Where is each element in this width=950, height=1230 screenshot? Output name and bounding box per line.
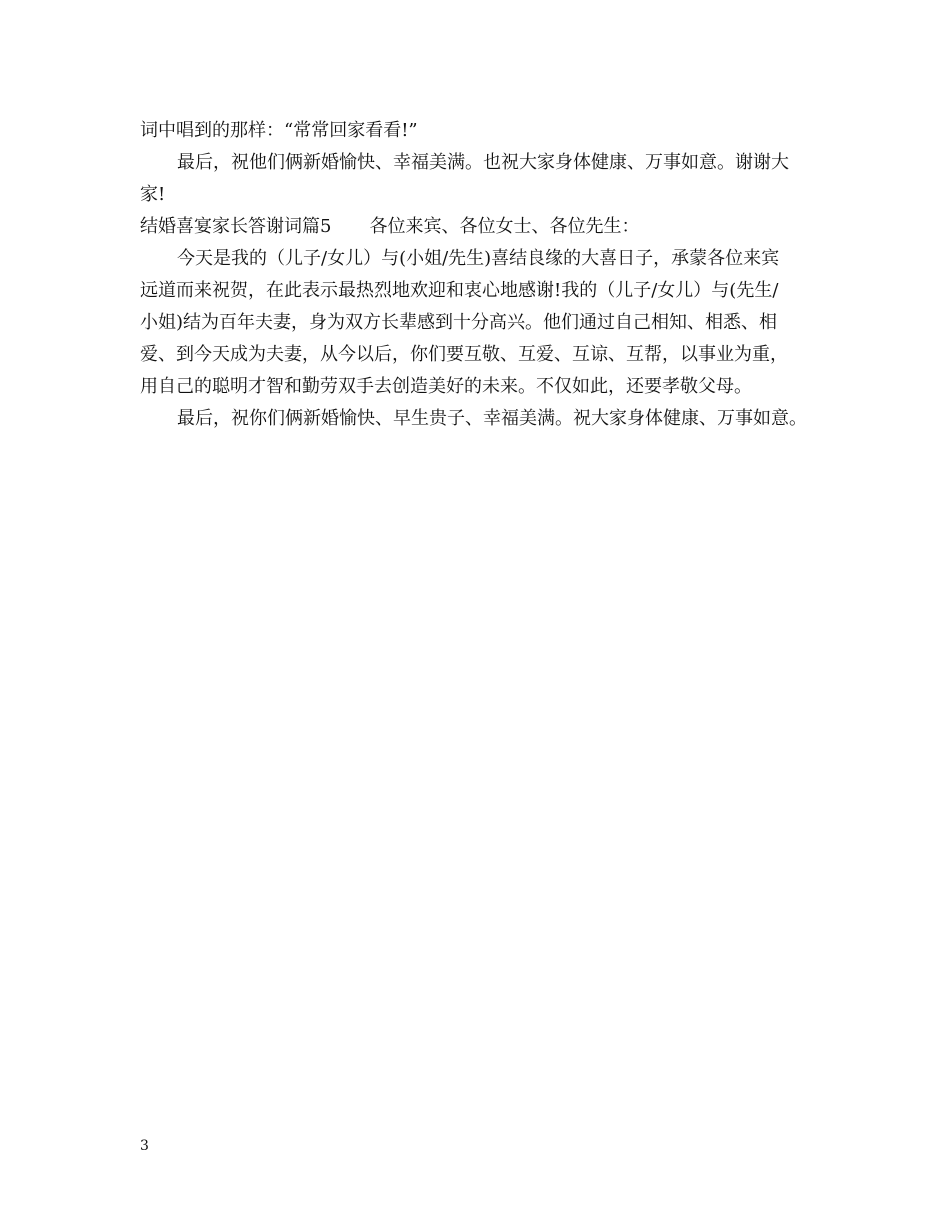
text-line: 最后，祝你们俩新婚愉快、早生贵子、幸福美满。祝大家身体健康、万事如意。 <box>177 408 807 429</box>
document-body <box>140 115 830 435</box>
text-line: 家! <box>140 184 166 205</box>
text-line: 远道而来祝贺，在此表示最热烈地欢迎和衷心地感谢!我的（儿子/女儿）与(先生/ <box>140 280 779 301</box>
section-heading: 结婚喜宴家长答谢词篇5 <box>140 216 332 237</box>
text-line: 今天是我的（儿子/女儿）与(小姐/先生)喜结良缘的大喜日子，承蒙各位来宾 <box>177 248 780 269</box>
text-line: 用自己的聪明才智和勤劳双手去创造美好的未来。不仅如此，还要孝敬父母。 <box>140 376 752 397</box>
salutation: 各位来宾、各位女士、各位先生： <box>369 216 640 237</box>
text-line: 词中唱到的那样：“常常回家看看!” <box>140 120 418 141</box>
page-number: 3 <box>140 1138 149 1154</box>
section-heading-line <box>140 211 830 243</box>
text-line: 爱、到今天成为夫妻，从今以后，你们要互敬、互爱、互谅、互帮，以事业为重， <box>140 344 788 365</box>
text-line: 小姐)结为百年夫妻，身为双方长辈感到十分高兴。他们通过自己相知、相悉、相 <box>140 312 778 333</box>
text-line: 最后，祝他们俩新婚愉快、幸福美满。也祝大家身体健康、万事如意。谢谢大 <box>177 152 789 173</box>
